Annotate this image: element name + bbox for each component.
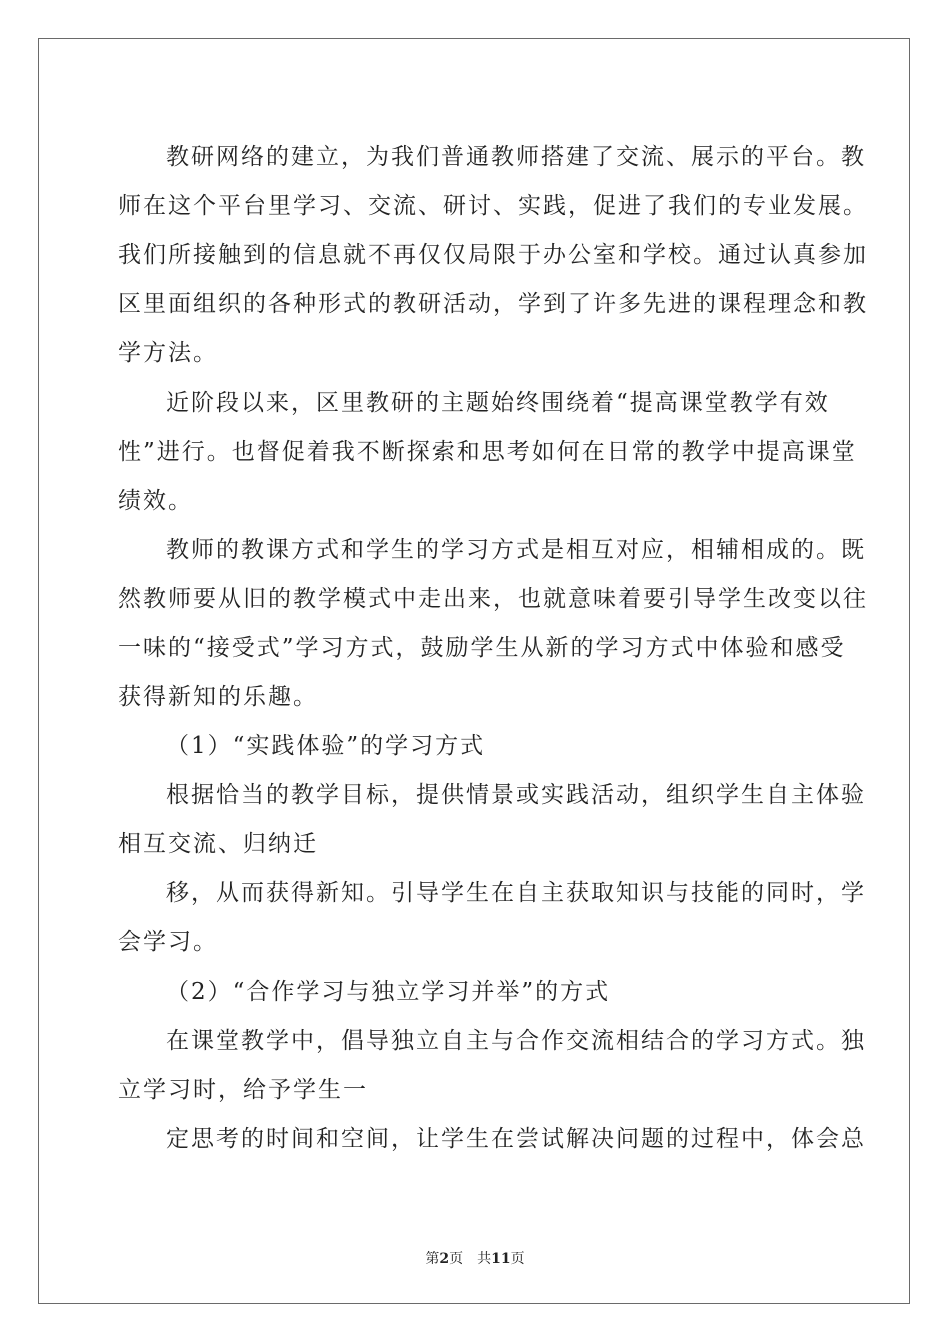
text-line: 立学习时，给予学生一 <box>118 1077 368 1103</box>
total-prefix: 共 <box>477 1251 492 1267</box>
text-line: 会学习。 <box>118 929 218 955</box>
text-line: 获得新知的乐趣。 <box>118 684 318 710</box>
total-suffix: 页 <box>510 1251 525 1267</box>
text-line: 定思考的时间和空间，让学生在尝试解决问题的过程中，体会总 <box>166 1126 866 1152</box>
text-line: 教师的教课方式和学生的学习方式是相互对应，相辅相成的。既 <box>166 537 866 563</box>
text-line: 在课堂教学中，倡导独立自主与合作交流相结合的学习方式。独 <box>166 1028 866 1054</box>
page-suffix: 页 <box>449 1251 464 1267</box>
section-heading: （2）“合作学习与独立学习并举”的方式 <box>166 979 611 1005</box>
text-line: 师在这个平台里学习、交流、研讨、实践，促进了我们的专业发展。 <box>118 193 868 219</box>
text-line: 根据恰当的教学目标，提供情景或实践活动，组织学生自主体验 <box>166 782 866 808</box>
page-number: 2 <box>439 1251 450 1267</box>
total-pages: 11 <box>491 1251 511 1267</box>
text-line: 绩效。 <box>118 488 193 514</box>
text-line: 性”进行。也督促着我不断探索和思考如何在日常的教学中提高课堂 <box>118 439 857 465</box>
text-line: 教研网络的建立，为我们普通教师搭建了交流、展示的平台。教 <box>166 144 866 170</box>
page-border <box>38 38 910 1304</box>
section-heading: （1）“实践体验”的学习方式 <box>166 733 486 759</box>
text-line: 学方法。 <box>118 340 218 366</box>
text-line: 我们所接触到的信息就不再仅仅局限于办公室和学校。通过认真参加 <box>118 242 868 268</box>
page-prefix: 第 <box>425 1251 440 1267</box>
text-line: 近阶段以来，区里教研的主题始终围绕着“提高课堂教学有效 <box>166 390 830 416</box>
text-line: 然教师要从旧的教学模式中走出来，也就意味着要引导学生改变以往 <box>118 586 868 612</box>
text-line: 一味的“接受式”学习方式，鼓励学生从新的学习方式中体验和感受 <box>118 635 846 661</box>
text-line: 移，从而获得新知。引导学生在自主获取知识与技能的同时，学 <box>166 880 866 906</box>
page-footer <box>0 1248 950 1268</box>
text-line: 区里面组织的各种形式的教研活动，学到了许多先进的课程理念和教 <box>118 291 868 317</box>
text-line: 相互交流、归纳迁 <box>118 831 318 857</box>
